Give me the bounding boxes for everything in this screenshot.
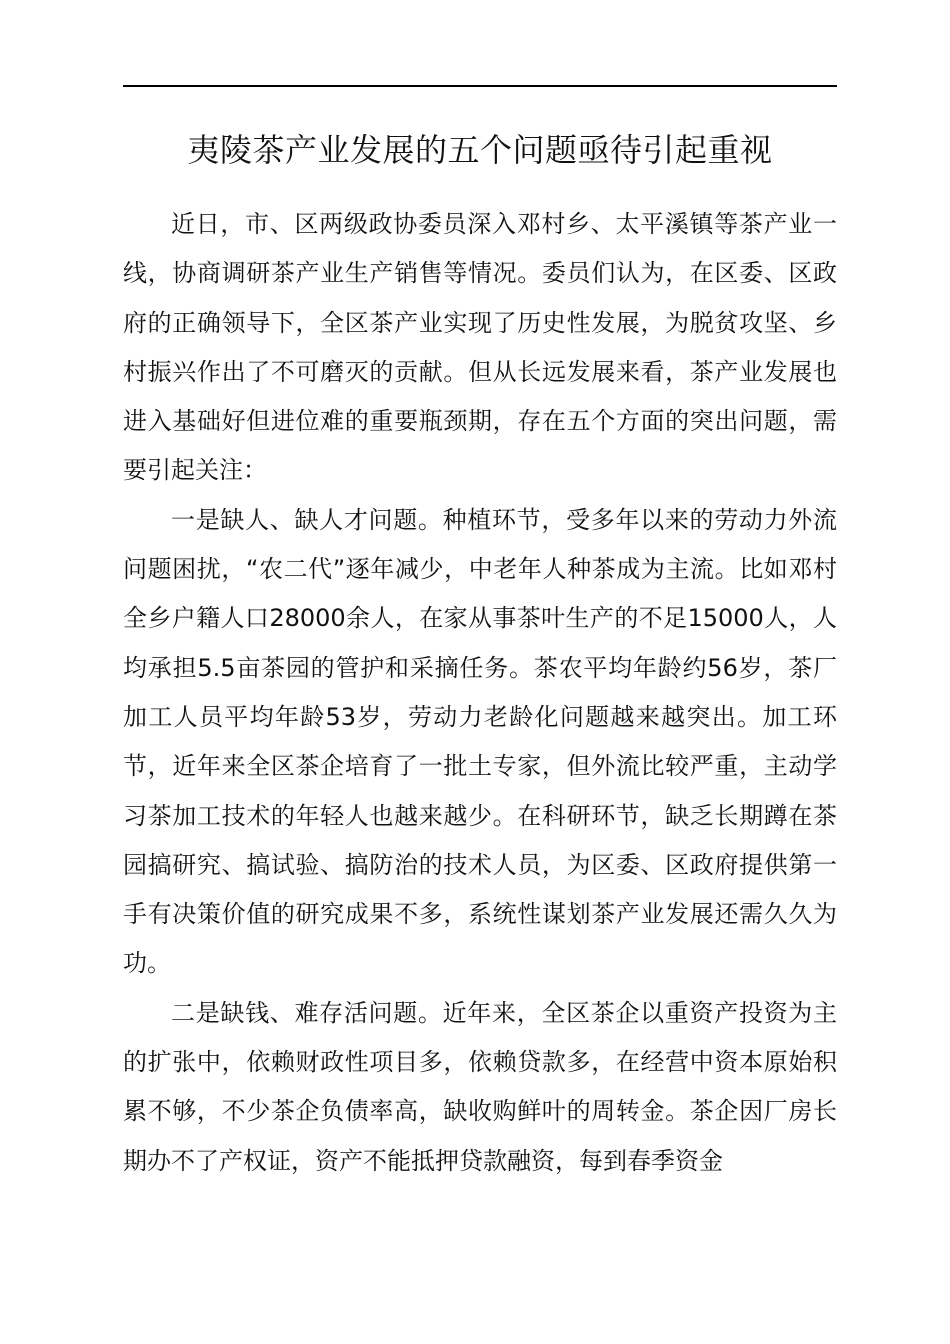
header-rule [123, 85, 837, 87]
paragraph-intro: 近日，市、区两级政协委员深入邓村乡、太平溪镇等茶产业一线，协商调研茶产业生产销售等情况。委员们认为，在区委、区政府的正确领导下，全区茶产业实现了历史性发展，为脱贫攻坚、乡村振兴作出了不可磨灭的贡献。但从长远发展来看，茶产业发展也进入基础好但进位难的重要瓶颈期，存在五个方面的突出问题，需要引起关注： [123, 210, 837, 485]
document-body [123, 200, 837, 1186]
document-title: 夷陵茶产业发展的五个问题亟待引起重视 [187, 131, 773, 169]
paragraph-issue-one: 一是缺人、缺人才问题。种植环节，受多年以来的劳动力外流问题困扰，“农二代”逐年减少，中老年人种茶成为主流。比如邓村全乡户籍人口28000余人，在家从事茶叶生产的不足15000人，人均承担5.5亩茶园的管护和采摘任务。茶农平均年龄约56岁，茶厂加工人员平均年龄53岁，劳动力老龄化问题越来越突出。加工环节，近年来全区茶企培育了一批土专家，但外流比较严重，主动学习茶加工技术的年轻人也越来越少。在科研环节，缺乏长期蹲在茶园搞研究、搞试验、搞防治的技术人员，为区委、区政府提供第一手有决策价值的研究成果不多，系统性谋划茶产业发展还需久久为功。 [123, 505, 837, 978]
paragraph-issue-two: 二是缺钱、难存活问题。近年来，全区茶企以重资产投资为主的扩张中，依赖财政性项目多，依赖贷款多，在经营中资本原始积累不够，不少茶企负债率高，缺收购鲜叶的周转金。茶企因厂房长期办不了产权证，资产不能抵押贷款融资，每到春季资金 [123, 998, 837, 1175]
